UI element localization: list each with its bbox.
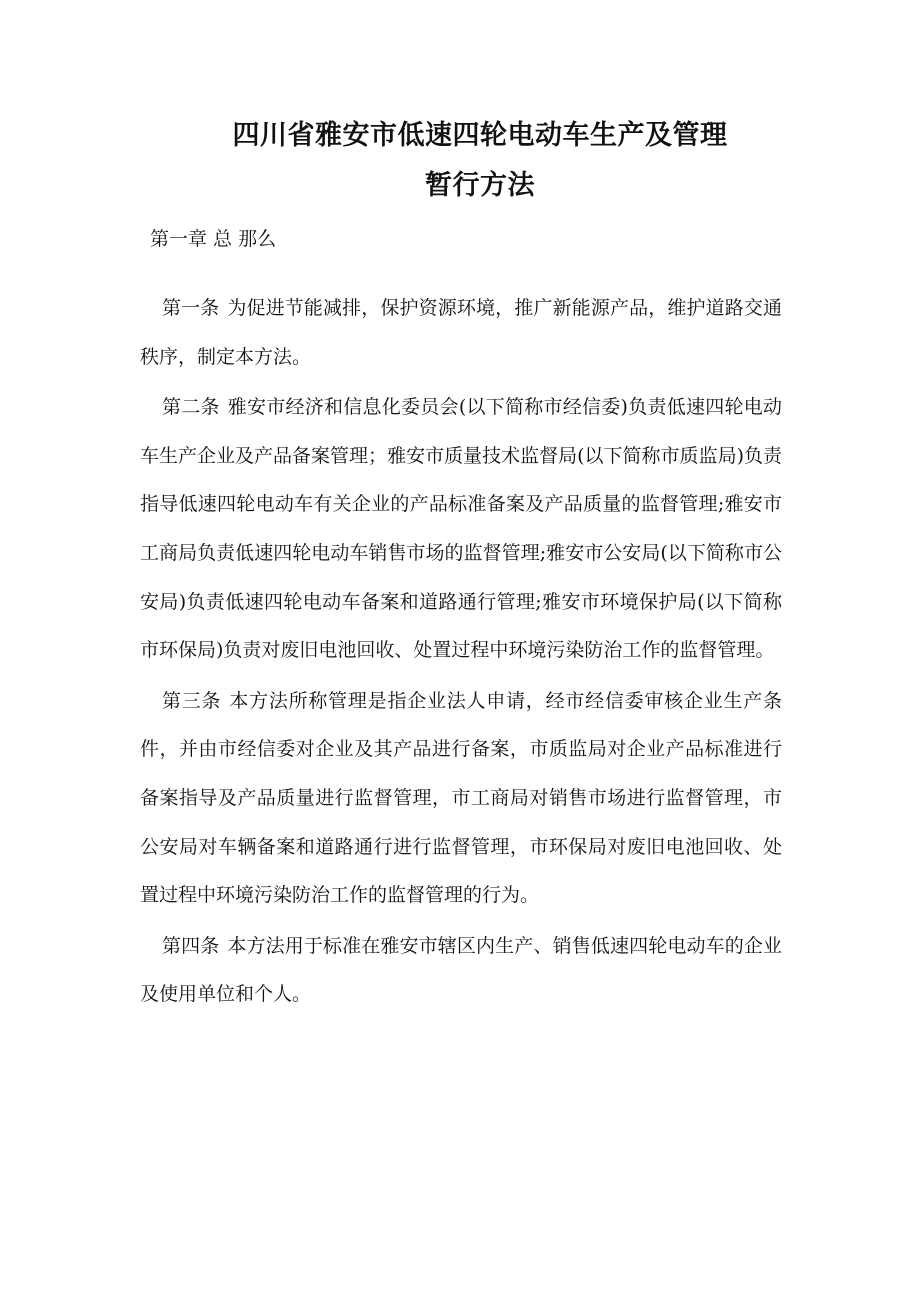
article-1 xyxy=(140,284,782,381)
article-3 xyxy=(140,677,782,920)
document-title-line-1: 四川省雅安市低速四轮电动车生产及管理 xyxy=(232,120,728,151)
article-4 xyxy=(140,922,782,1019)
article-3-text: 本方法所称管理是指企业法人申请，经市经信委审核企业生产条件，并由市经信委对企业及其产品进行备案，市质监局对企业产品标准进行备案指导及产品质量进行监督管理，市工商局对销售市场进行监督管理，市公安局对车辆备案和道路通行进行监督管理，市环保局对废旧电池回收、处置过程中环境污染防治工作的监督管理的行为。 xyxy=(140,689,782,907)
article-2-number: 第二条 xyxy=(162,396,220,419)
chapter-heading: 第一章 总 那么 xyxy=(150,228,277,250)
article-1-number: 第一条 xyxy=(162,297,220,319)
article-2 xyxy=(140,383,782,675)
articles-body xyxy=(140,284,782,1021)
article-2-text: 雅安市经济和信息化委员会(以下简称市经信委)负责低速四轮电动车生产企业及产品备案管理；雅安市质量技术监督局(以下简称市质监局)负责指导低速四轮电动车有关企业的产品标准备案及产品质量的监督管理;雅安市工商局负责低速四轮电动车销售市场的监督管理;雅安市公安局(以下简称市公安局)负责低速四轮电动车备案和道路通行管理;雅安市环境保护局(以下简称市环保局)负责对废旧电池回收、处置过程中环境污染防治工作的监督管理。 xyxy=(140,396,782,662)
article-4-text: 本方法用于标准在雅安市辖区内生产、销售低速四轮电动车的企业及使用单位和个人。 xyxy=(140,934,782,1006)
document-title-line-2: 暂行方法 xyxy=(425,170,535,201)
article-4-number: 第四条 xyxy=(162,934,220,957)
article-1-text: 为促进节能减排，保护资源环境，推广新能源产品，维护道路交通秩序，制定本方法。 xyxy=(140,297,782,368)
article-3-number: 第三条 xyxy=(162,689,222,712)
